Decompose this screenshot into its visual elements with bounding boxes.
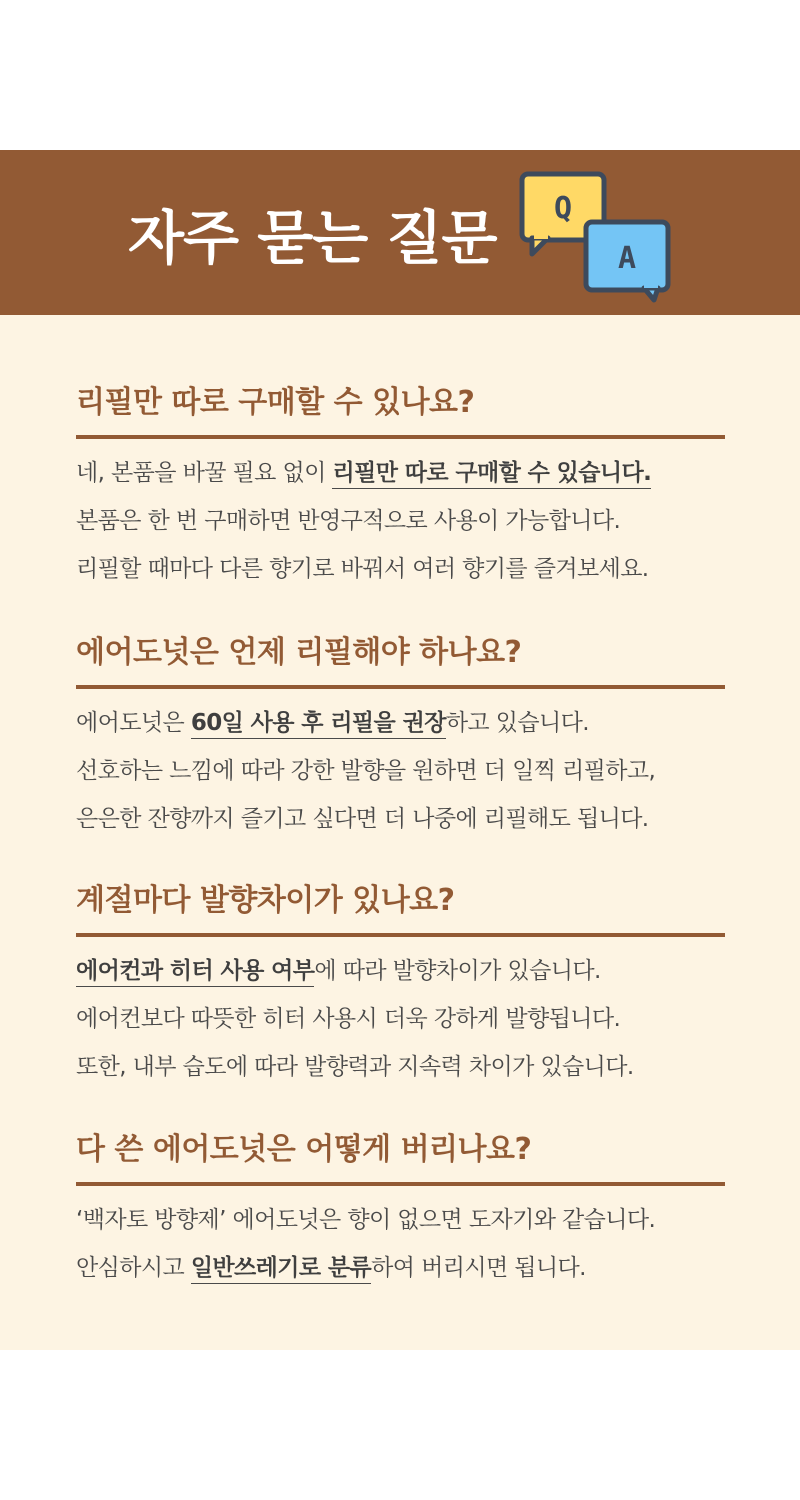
faq-item — [76, 633, 725, 843]
faq-question: 계절마다 발향차이가 있나요? — [76, 881, 725, 937]
answer-line: 네, 본품을 바꿀 필요 없이 리필만 따로 구매할 수 있습니다. — [76, 449, 725, 497]
answer-line: 선호하는 느낌에 따라 강한 발향을 원하면 더 일찍 리필하고, — [76, 758, 656, 784]
faq-item — [76, 881, 725, 1091]
faq-question: 리필만 따로 구매할 수 있나요? — [76, 383, 725, 439]
answer-line: 에어컨과 히터 사용 여부에 따라 발향차이가 있습니다. — [76, 947, 725, 995]
answer-line: 에어컨보다 따뜻한 히터 사용시 더욱 강하게 발향됩니다. — [76, 1006, 621, 1032]
highlight-text: 일반쓰레기로 분류 — [191, 1255, 371, 1284]
answer-line: 또한, 내부 습도에 따라 발향력과 지속력 차이가 있습니다. — [76, 1054, 634, 1080]
highlight-text: 60일 사용 후 리필을 권장 — [191, 710, 446, 739]
highlight-text: 리필만 따로 구매할 수 있습니다. — [332, 460, 651, 489]
faq-answer — [76, 699, 725, 843]
answer-line: 은은한 잔향까지 즐기고 싶다면 더 나중에 리필해도 됩니다. — [76, 806, 649, 832]
answer-line: 리필할 때마다 다른 향기로 바꿔서 여러 향기를 즐겨보세요. — [76, 556, 649, 582]
page-title: 자주 묻는 질문 — [128, 204, 497, 272]
answer-line: 에어도넛은 60일 사용 후 리필을 권장하고 있습니다. — [76, 699, 725, 747]
answer-line: ‘백자토 방향제’ 에어도넛은 향이 없으면 도자기와 같습니다. — [76, 1207, 656, 1233]
a-letter: A — [617, 241, 637, 276]
faq-item — [76, 1130, 725, 1292]
answer-line: 안심하시고 일반쓰레기로 분류하여 버리시면 됩니다. — [76, 1244, 725, 1292]
answer-line: 본품은 한 번 구매하면 반영구적으로 사용이 가능합니다. — [76, 508, 621, 534]
a-bubble-icon — [586, 222, 668, 300]
faq-item — [76, 383, 725, 593]
faq-question: 에어도넛은 언제 리필해야 하나요? — [76, 633, 725, 689]
qa-chat-icon — [516, 168, 676, 304]
q-letter: Q — [553, 191, 573, 226]
faq-answer — [76, 449, 725, 593]
faq-answer — [76, 1196, 725, 1292]
highlight-text: 에어컨과 히터 사용 여부 — [76, 958, 314, 987]
faq-answer — [76, 947, 725, 1091]
faq-question: 다 쓴 에어도넛은 어떻게 버리나요? — [76, 1130, 725, 1186]
